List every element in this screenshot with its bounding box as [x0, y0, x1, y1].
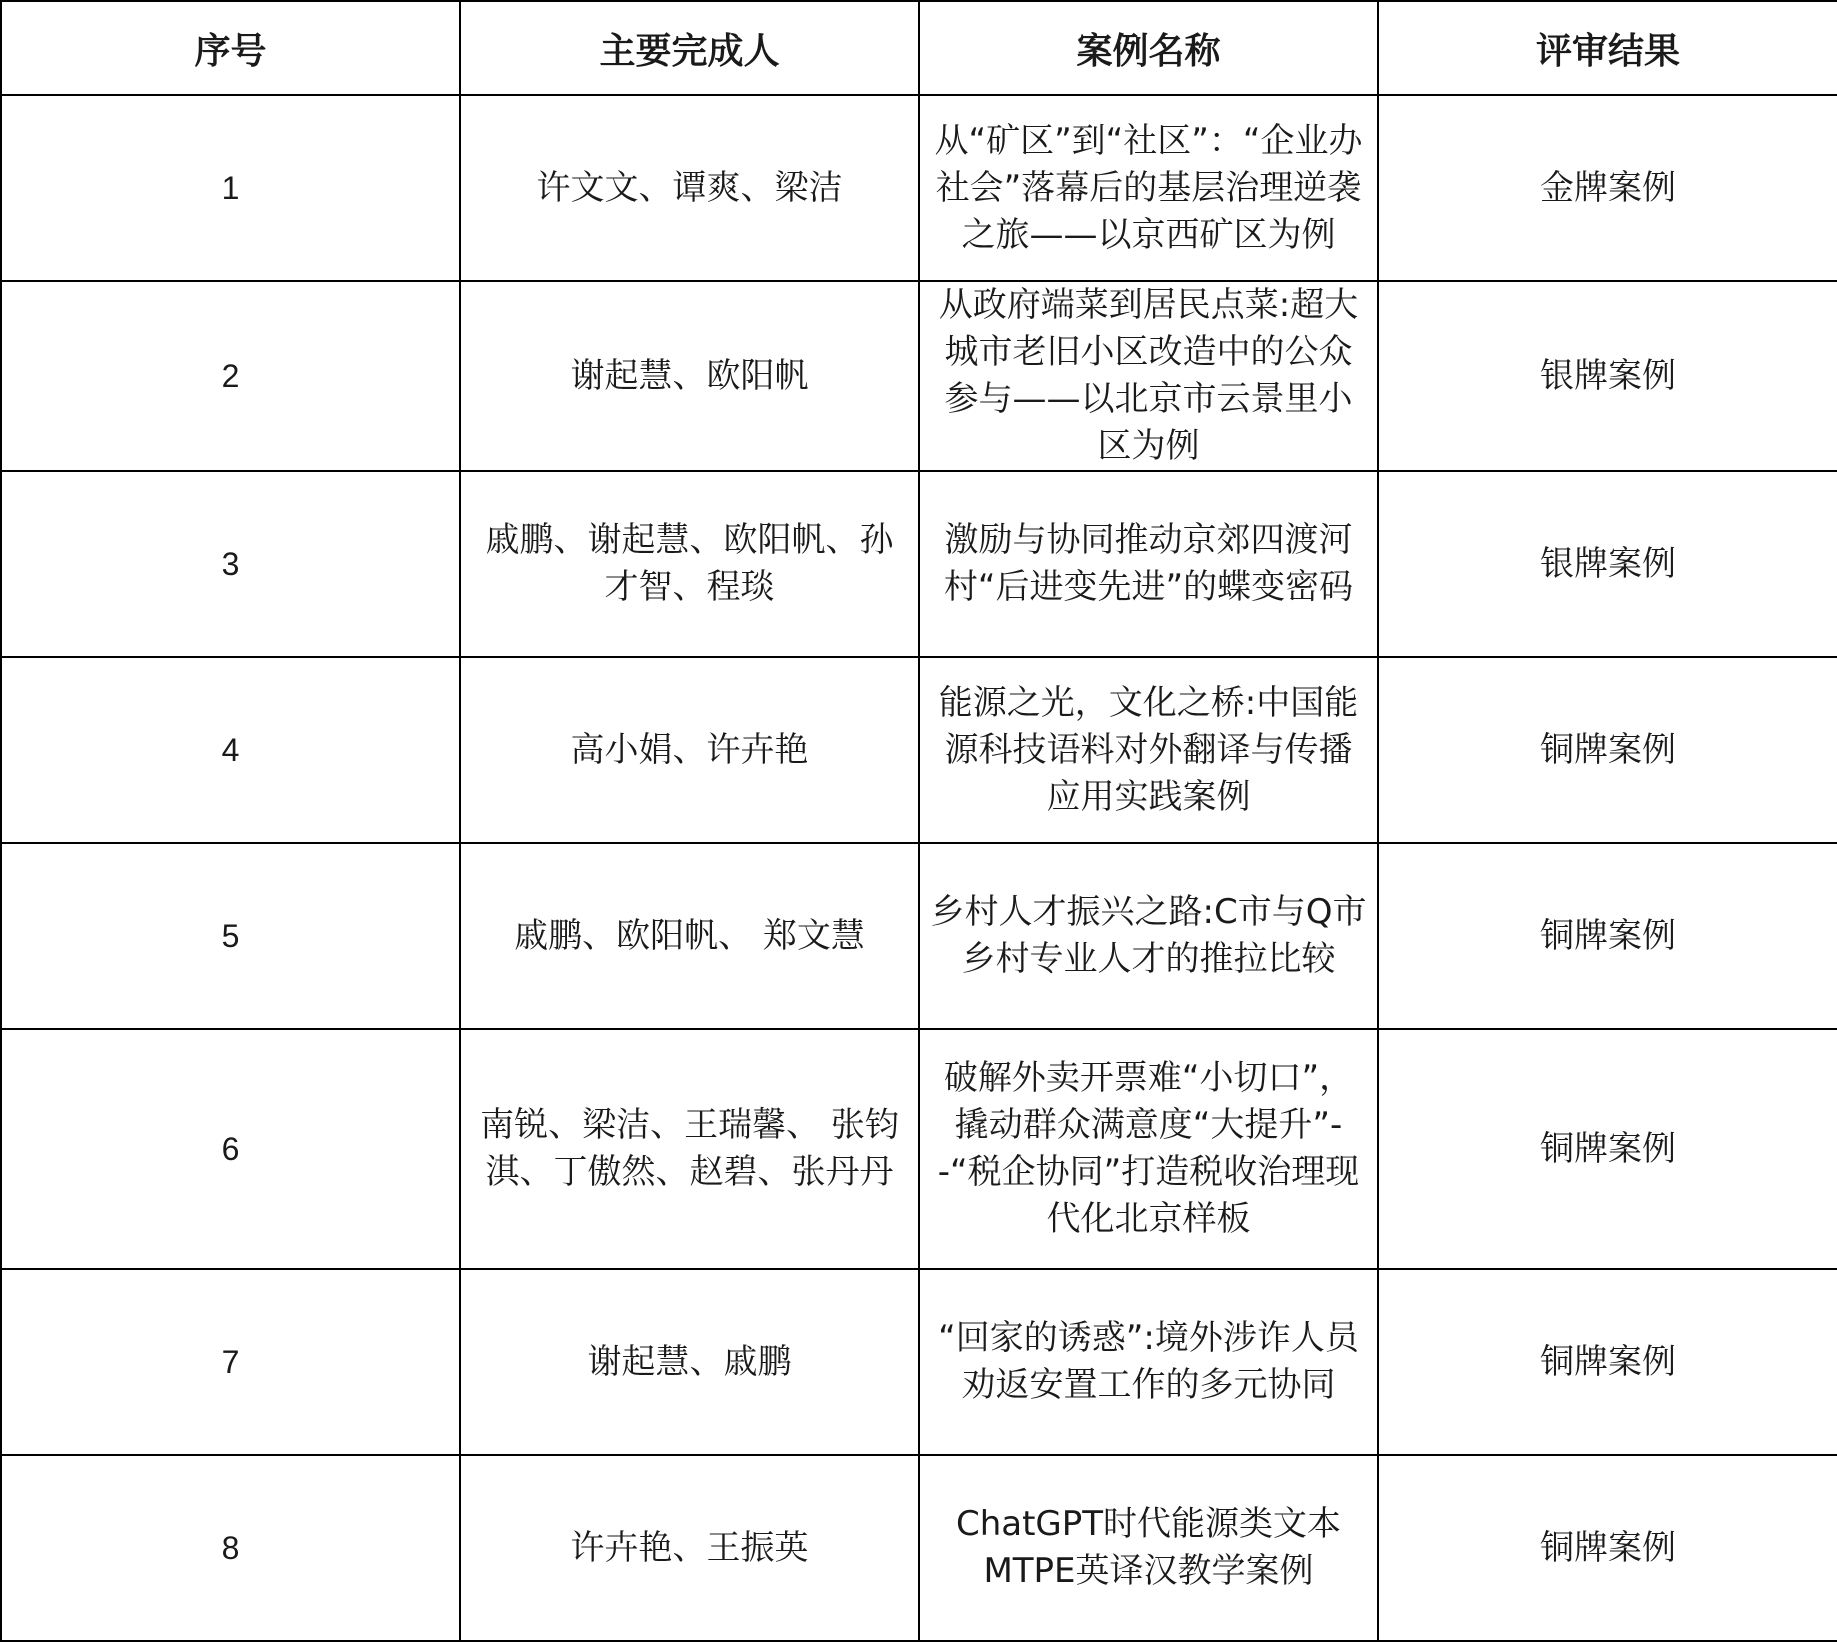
row-result: 铜牌案例	[1378, 1455, 1837, 1641]
row-case-name: ChatGPT时代能源类文本MTPE英译汉教学案例	[919, 1455, 1378, 1641]
row-index: 2	[1, 281, 460, 471]
row-index: 5	[1, 843, 460, 1029]
row-case-name: 从“矿区”到“社区”：“企业办社会”落幕后的基层治理逆袭之旅——以京西矿区为例	[919, 95, 1378, 281]
row-index: 6	[1, 1029, 460, 1269]
header-case-name: 案例名称	[919, 1, 1378, 95]
row-authors: 谢起慧、欧阳帆	[460, 281, 919, 471]
table-row	[1, 281, 1837, 471]
table-header	[1, 1, 1837, 95]
row-index: 3	[1, 471, 460, 657]
row-authors: 戚鹏、欧阳帆、 郑文慧	[460, 843, 919, 1029]
row-result: 铜牌案例	[1378, 843, 1837, 1029]
table-row	[1, 1029, 1837, 1269]
row-authors: 戚鹏、谢起慧、欧阳帆、孙才智、程琰	[460, 471, 919, 657]
table-row	[1, 95, 1837, 281]
row-index: 7	[1, 1269, 460, 1455]
row-case-name: 能源之光，文化之桥:中国能源科技语料对外翻译与传播应用实践案例	[919, 657, 1378, 843]
row-result: 银牌案例	[1378, 281, 1837, 471]
table-row	[1, 1269, 1837, 1455]
row-case-name: 乡村人才振兴之路:C市与Q市乡村专业人才的推拉比较	[919, 843, 1378, 1029]
row-case-name: 从政府端菜到居民点菜:超大城市老旧小区改造中的公众参与——以北京市云景里小区为例	[919, 281, 1378, 471]
table-row	[1, 657, 1837, 843]
row-result: 金牌案例	[1378, 95, 1837, 281]
row-index: 8	[1, 1455, 460, 1641]
row-result: 铜牌案例	[1378, 657, 1837, 843]
row-index: 4	[1, 657, 460, 843]
row-case-name: “回家的诱惑”:境外涉诈人员劝返安置工作的多元协同	[919, 1269, 1378, 1455]
row-case-name: 激励与协同推动京郊四渡河村“后进变先进”的蝶变密码	[919, 471, 1378, 657]
table-row	[1, 1455, 1837, 1641]
header-row	[1, 1, 1837, 95]
row-authors: 许卉艳、王振英	[460, 1455, 919, 1641]
header-result: 评审结果	[1378, 1, 1837, 95]
table-body	[1, 95, 1837, 1641]
row-result: 铜牌案例	[1378, 1269, 1837, 1455]
header-index: 序号	[1, 1, 460, 95]
table-row	[1, 843, 1837, 1029]
row-authors: 南锐、梁洁、王瑞馨、 张钧淇、丁傲然、赵碧、张丹丹	[460, 1029, 919, 1269]
row-index: 1	[1, 95, 460, 281]
row-result: 银牌案例	[1378, 471, 1837, 657]
row-authors: 高小娟、许卉艳	[460, 657, 919, 843]
row-authors: 谢起慧、戚鹏	[460, 1269, 919, 1455]
row-authors: 许文文、谭爽、梁洁	[460, 95, 919, 281]
header-authors: 主要完成人	[460, 1, 919, 95]
row-case-name: 破解外卖开票难“小切口”，撬动群众满意度“大提升”--“税企协同”打造税收治理现代化北京样板	[919, 1029, 1378, 1269]
row-result: 铜牌案例	[1378, 1029, 1837, 1269]
table-row	[1, 471, 1837, 657]
